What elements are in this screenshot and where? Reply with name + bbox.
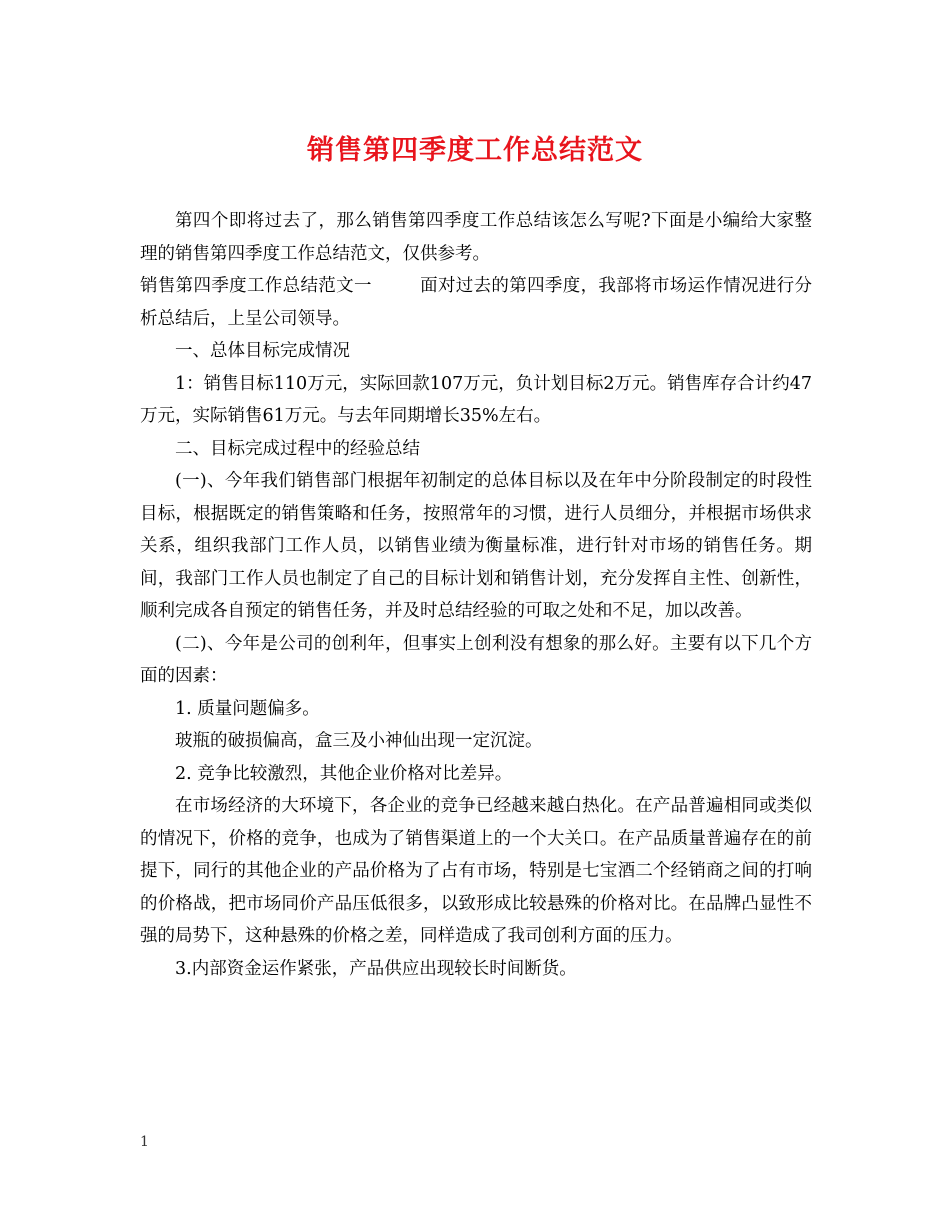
paragraph-quality-detail: 玻瓶的破损偏高，盒三及小神仙出现一定沉淀。: [175, 731, 543, 751]
document-title: 销售第四季度工作总结范文: [307, 135, 643, 166]
section-lead: 面对过去的第四季度，我部将市场运作情况进行分析总结后，上呈公司领导。: [140, 276, 813, 329]
list-item-funding: 3.内部资金运作紧张，产品供应出现较长时间断货。: [175, 958, 577, 979]
paragraph-point-one: (一)、今年我们销售部门根据年初制定的总体目标以及在年中分阶段制定的时段性目标，根据既定的销售策略和任务，按照常年的习惯，进行人员细分，并根据市场供求关系，组织我部门工作人员，以销售业绩为衡量标准，进行针对市场的销售任务。期间，我部门工作人员也制定了自己的目标计划和销售计划，充分发挥自主性、创新性，顺利完成各自预定的销售任务，并及时总结经验的可取之处和不足，加以改善。: [140, 471, 812, 621]
heading-overall-goal: 一、总体目标完成情况: [175, 341, 350, 361]
page-number: 1: [140, 1134, 149, 1150]
list-item-quality: 1. 质量问题偏多。: [175, 698, 320, 719]
paragraph-sales-figures: 1：销售目标110万元，实际回款107万元，负计划目标2万元。销售库存合计约47万元，实际销售61万元。与去年同期增长35%左右。: [140, 373, 812, 426]
heading-experience-summary: 二、目标完成过程中的经验总结: [175, 438, 420, 459]
paragraph-competition-detail: 在市场经济的大环境下，各企业的竞争已经越来越白热化。在产品普遍相同或类似的情况下，价格的竞争，也成为了销售渠道上的一个大关口。在产品质量普遍存在的前提下，同行的其他企业的产品价格为了占有市场，特别是七宝酒二个经销商之间的打响的价格战，把市场同价产品压低很多，以致形成比较悬殊的价格对比。在品牌凸显性不强的局势下，这种悬殊的价格之差，同样造成了我司创利方面的压力。: [140, 796, 812, 946]
document-body: [140, 205, 812, 985]
paragraph-point-two: (二)、今年是公司的创利年，但事实上创利没有想象的那么好。主要有以下几个方面的因素：: [140, 633, 812, 686]
list-item-competition: 2. 竞争比较激烈，其他企业价格对比差异。: [175, 763, 513, 784]
section-paragraph: [140, 270, 812, 335]
intro-paragraph: 第四个即将过去了，那么销售第四季度工作总结该怎么写呢?下面是小编给大家整理的销售第四季度工作总结范文，仅供参考。: [140, 211, 812, 264]
section-heading: 销售第四季度工作总结范文一: [140, 276, 372, 296]
